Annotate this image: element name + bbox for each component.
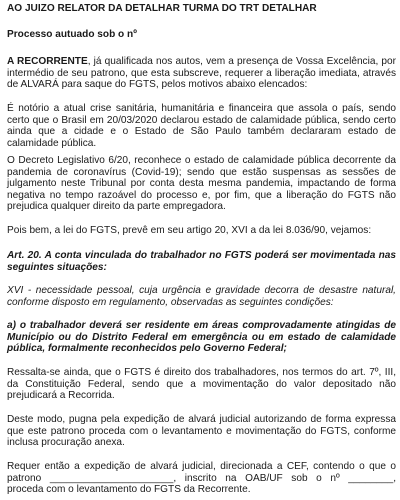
request-line-3: proceda com o levantamento do FGTS da Recorrente. bbox=[7, 484, 251, 496]
item-a-quote: a) o trabalhador deverá ser residente em áreas comprovadamente atingidas de Município ou do Distrito Federal em emergência ou em estado de calamidade pública, formalmente reconhecidos pelo Governo Federal; bbox=[7, 320, 396, 355]
decree-paragraph: O Decreto Legislativo 6/20, reconhece o estado de calamidade pública decorrente da pandemia de coronavírus (Covid-19); sendo que estão suspensas as sessões de julgamento neste Tribunal por conta desta mesma pandemia, impactando de forma negativa no tempo razoável do processo e, por fim, que a liberação do FGTS não prejudica qualquer direito da parte empregadora. bbox=[7, 155, 396, 213]
constitution-paragraph: Ressalta-se ainda, que o FGTS é direito dos trabalhadores, nos termos do art. 7º, III, da Constituição Federal, sendo que a movimentação do valor depositado não prejudicará a Recorrida. bbox=[7, 367, 396, 402]
plea-paragraph: Deste modo, pugna pela expedição de alvará judicial autorizando de forma expressa que este patrono proceda com o levantamento e movimentação do FGTS, conforme inclusa procuração anexa. bbox=[7, 414, 396, 449]
document-heading: AO JUIZO RELATOR DA DETALHAR TURMA DO TRT DETALHAR bbox=[7, 3, 317, 14]
case-number-line: Processo autuado sob o nº bbox=[7, 29, 137, 40]
law-paragraph: Pois bem, a lei do FGTS, prevê em seu artigo 20, XVI a da lei 8.036/90, vejamos: bbox=[7, 225, 372, 236]
article-20-quote: Art. 20. A conta vinculada do trabalhador no FGTS poderá ser movimentada nas seguintes situações: bbox=[7, 250, 396, 273]
request-line-2: patrono ______________________, inscrito na OAB/UF sob o nº ________, bbox=[7, 472, 396, 484]
crisis-paragraph: É notório a atual crise sanitária, humanitária e financeira que assola o país, sendo certo que o Brasil em 20/03/2020 declarou estado de calamidade pública, sendo certo ainda que a cidade e o Estado de São Paulo também declararam estado de calamidade pública. bbox=[7, 103, 396, 149]
intro-paragraph bbox=[7, 56, 396, 91]
intro-text: , já qualificada nos autos, vem a presença de Vossa Excelência, por intermédio de seu patrono, que esta subscreve, requerer a liberação imediata, através de ALVARÁ para saque do FGTS, pelos motivos abaixo elencados: bbox=[7, 56, 396, 91]
request-paragraph bbox=[7, 461, 396, 496]
item-xvi-quote: XVI - necessidade pessoal, cuja urgência e gravidade decorra de desastre natural, conforme disposto em regulamento, observadas as seguintes condições: bbox=[7, 285, 396, 308]
appellant-label: A RECORRENTE bbox=[7, 56, 88, 67]
request-line-1: Requer então a expedição de alvará judicial, direcionada a CEF, contendo o que o bbox=[7, 461, 396, 472]
